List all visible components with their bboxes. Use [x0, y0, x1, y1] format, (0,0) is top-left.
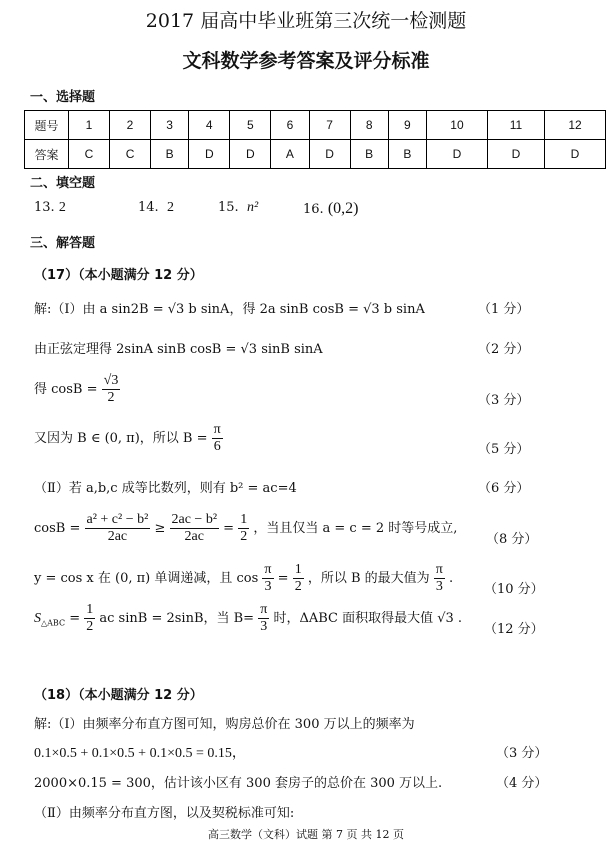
section-heading-choice: 一、选择题: [30, 90, 96, 105]
q17-line-7: [34, 562, 453, 595]
table-cell: B: [388, 140, 426, 169]
fraction: [85, 512, 151, 545]
fill-number: 15.: [218, 200, 239, 215]
numerator: 1: [240, 512, 248, 527]
score-label: （3 分）: [496, 746, 548, 761]
text: 得 cosB =: [34, 382, 98, 397]
table-cell: 12: [545, 111, 606, 140]
question-18-title: （18）（本小题满分 12 分）: [34, 688, 203, 703]
numerator: 2ac − b²: [171, 512, 218, 527]
fraction: [84, 602, 95, 635]
fraction: [170, 512, 220, 545]
q17-line-2: 由正弦定理得 2sinA sinB cosB = √3 sinB sinA: [34, 342, 323, 357]
denominator: 6: [213, 439, 221, 454]
denominator: 2ac: [184, 529, 204, 544]
text: ≥: [154, 521, 166, 536]
text: 时，ΔABC 面积取得最大值 √3 .: [273, 611, 463, 626]
score-label: （1 分）: [478, 302, 530, 317]
table-cell: C: [110, 140, 151, 169]
q17-line-6: [34, 512, 457, 545]
numerator: π: [435, 562, 443, 577]
table-cell: 11: [487, 111, 544, 140]
text: cosB =: [34, 521, 81, 536]
table-cell: B: [151, 140, 189, 169]
table-cell: D: [309, 140, 350, 169]
text: ，所以 B 的最大值为: [307, 571, 430, 586]
page-subtitle: 文科数学参考答案及评分标准: [182, 50, 430, 72]
score-label: （6 分）: [478, 481, 530, 496]
fraction: [102, 373, 121, 406]
fill-answer-16: [303, 200, 358, 218]
answer-table: [24, 110, 606, 169]
q17-line-3: [34, 373, 120, 406]
fill-value: 2: [166, 200, 174, 215]
table-cell: 1: [69, 111, 110, 140]
table-cell: 6: [271, 111, 309, 140]
section-heading-solution: 三、解答题: [30, 236, 96, 251]
denominator: 3: [260, 619, 268, 634]
q18-line-1: 解:（Ⅰ）由频率分布直方图可知，购房总价在 300 万以上的频率为: [34, 717, 415, 732]
question-17-title: （17）（本小题满分 12 分）: [34, 268, 203, 283]
fill-answer-15: [218, 200, 258, 216]
text: S: [34, 611, 41, 626]
table-cell: 10: [427, 111, 488, 140]
table-cell: 9: [388, 111, 426, 140]
table-cell: 答案: [25, 140, 69, 169]
q18-line-2: 0.1×0.5 + 0.1×0.5 + 0.1×0.5 = 0.15，: [34, 746, 246, 761]
q17-line-5: （Ⅱ）若 a,b,c 成等比数列，则有 b² = ac=4: [34, 481, 297, 496]
subscript: △ABC: [41, 618, 66, 628]
fill-value: (0,2): [327, 200, 359, 217]
fraction: [434, 562, 445, 595]
score-label: （10 分）: [484, 582, 544, 597]
numerator: a² + c² − b²: [86, 512, 149, 527]
score-label: （2 分）: [478, 342, 530, 357]
q17-line-4: [34, 422, 223, 455]
text: =: [277, 571, 289, 586]
table-cell: B: [350, 140, 388, 169]
numerator: π: [213, 422, 221, 437]
table-row: [25, 111, 606, 140]
fill-value: 2: [58, 200, 66, 215]
numerator: π: [260, 602, 268, 617]
q18-line-4: （Ⅱ）由频率分布直方图，以及契税标准可知:: [34, 806, 295, 821]
denominator: 2ac: [107, 529, 128, 544]
score-label: （8 分）: [486, 532, 538, 547]
numerator: 1: [86, 602, 94, 617]
score-label: （4 分）: [496, 776, 548, 791]
page-title: 2017 届高中毕业班第三次统一检测题: [145, 10, 467, 32]
text: 又因为 B ∈ (0, π)，所以 B =: [34, 431, 208, 446]
text: .: [449, 571, 454, 586]
score-label: （5 分）: [478, 442, 530, 457]
text: ，当且仅当 a = c = 2 时等号成立,: [253, 521, 458, 536]
table-cell: 2: [110, 111, 151, 140]
table-cell: D: [487, 140, 544, 169]
fill-number: 14.: [138, 200, 159, 215]
page-footer: 高三数学（文科）试题 第 7 页 共 12 页: [208, 828, 404, 841]
fill-number: 13.: [34, 200, 55, 215]
table-cell: 5: [230, 111, 271, 140]
fill-answer-14: [138, 200, 174, 216]
table-cell: C: [69, 140, 110, 169]
score-label: （3 分）: [478, 393, 530, 408]
fraction: [258, 602, 269, 635]
q18-line-3: 2000×0.15 = 300，估计该小区有 300 套房子的总价在 300 万以上.: [34, 776, 443, 791]
table-cell: A: [271, 140, 309, 169]
q17-line-8: [34, 602, 462, 635]
table-cell: 4: [189, 111, 230, 140]
table-cell: 8: [350, 111, 388, 140]
denominator: 3: [264, 579, 272, 594]
text: y = cos x 在 (0, π) 单调递减，且 cos: [34, 571, 259, 586]
q17-line-1: 解:（Ⅰ）由 a sin2B = √3 b sinA，得 2a sinB cosB = √3 b sinA: [34, 302, 425, 317]
denominator: 2: [107, 390, 115, 405]
section-heading-fill: 二、填空题: [30, 176, 96, 191]
table-cell: D: [189, 140, 230, 169]
table-cell: D: [230, 140, 271, 169]
fill-number: 16.: [303, 202, 324, 217]
table-cell: 题号: [25, 111, 69, 140]
denominator: 2: [240, 529, 248, 544]
fraction: [293, 562, 304, 595]
fill-value: n²: [246, 200, 259, 215]
fraction: [212, 422, 223, 455]
fraction: [262, 562, 273, 595]
numerator: √3: [103, 373, 119, 388]
text: ac sinB = 2sinB，当 B=: [99, 611, 255, 626]
denominator: 2: [294, 579, 302, 594]
fraction: [238, 512, 249, 545]
table-row: [25, 140, 606, 169]
denominator: 3: [435, 579, 443, 594]
numerator: 1: [294, 562, 302, 577]
numerator: π: [264, 562, 272, 577]
table-cell: 7: [309, 111, 350, 140]
text: =: [223, 521, 235, 536]
table-cell: D: [545, 140, 606, 169]
table-cell: D: [427, 140, 488, 169]
table-cell: 3: [151, 111, 189, 140]
text: =: [65, 611, 81, 626]
denominator: 2: [86, 619, 94, 634]
fill-answer-13: [34, 200, 66, 216]
score-label: （12 分）: [484, 622, 544, 637]
